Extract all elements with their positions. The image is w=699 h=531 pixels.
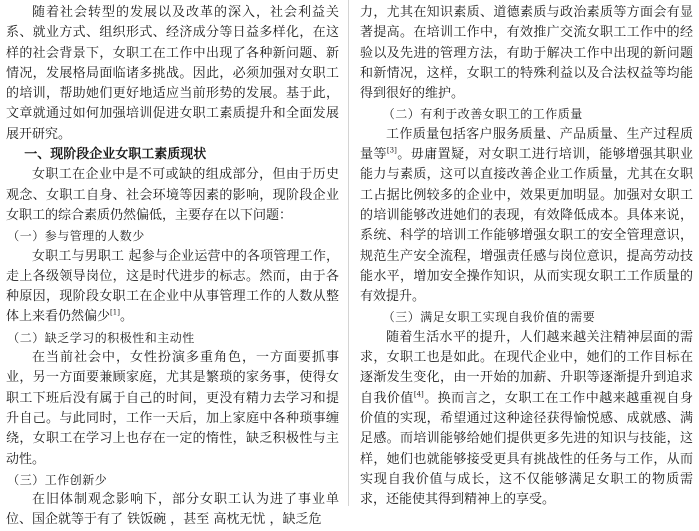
subsection-3-paragraph: 在旧体制观念影响下，部分女职工认为进了事业单位、国企就等于有了 铁饭碗 ，甚至 高枕无忧 ，缺乏危 — [6, 492, 339, 528]
section-1-heading: 一、现阶段企业女职工素质现状 — [24, 147, 207, 163]
subsection-1-paragraph — [6, 247, 339, 328]
right-subsection-3-heading: （三）满足女职工实现自我价值的需要 — [382, 310, 596, 325]
right-subsection-2-paragraph — [360, 125, 693, 308]
citation-ref-4: [4] — [413, 390, 424, 399]
right-subsection-2-text-b: 。毋庸置疑，对女职工进行培训，能够增强其职业能力与素质，这可以直接改善企业工作质量，尤其在女职工占据比例较多的企业中，效果更加明显。加强对女职工的培训能够改进她们的表现，有效降低成本。具体来说，系统、科学的培训工作能够增强女职工的安全管理意识，规范生产安全流程，增强责任感与岗位意识，提高劳动技能水平，增加安全操作知识，从而实现女职工工作质量的有效提升。 — [360, 147, 693, 305]
subsection-1-heading: （一）参与管理的人数少 — [7, 229, 145, 244]
right-subsection-3-text-b: 。换而言之，女职工在工作中越来越重视自身价值的实现，希望通过这种途径获得愉悦感、成就感、满足感。而培训能够给她们提供更多先进的知识与技能，这样，她们也就能够接受更具有挑战性的任务与工作，从而实现自我价值与成长，这不仅能够满足女职工的物质需求，还能使其得到精神上的享受。 — [360, 390, 693, 508]
subsection-1-text: 女职工与男职工 起参与企业运营中的各项管理工作，走上各级领导岗位，这是时代进步的标志。然而，由于各种原因，现阶段女职工在企业中从事管理工作的人数从整体上来看仍然偏少 — [6, 248, 339, 325]
right-subsection-2-text-a: 工作质量包括客户服务质量、产品质量、生产过程质量等 — [360, 126, 693, 163]
subsection-3-heading: （三）工作创新少 — [7, 472, 108, 487]
section-1-intro: 女职工在企业中是不可或缺的组成部分，但由于历史观念、女职工自身、社会环境等因素的影响，现阶段企业女职工的综合素质仍然偏低，主要存在以下问题： — [6, 167, 339, 223]
right-subsection-2-heading: （二）有利于改善女职工的工作质量 — [382, 107, 583, 122]
intro-paragraph: 随着社会转型的发展以及改革的深入，社会利益关系、就业方式、组织形式、经济成分等日益多样化，在这样的社会背景下，女职工在工作中出现了各种新问题、新情况，发展格局面临诸多挑战。因此，必须加强对女职工的培训，帮助她们更好地适应当前形势的发展。基于此，文章就通过如何加强培训促进女职工素质提升和全面发展展开研究。 — [6, 5, 339, 142]
column-divider — [348, 0, 349, 506]
right-column — [360, 3, 693, 506]
right-subsection-3-paragraph — [360, 328, 693, 511]
subsection-1-end: 。 — [119, 309, 133, 325]
continued-paragraph: 力，尤其在知识素质、道德素质与政治素质等方面会有显著提高。在培训工作中，有效推广交流女职工工作中的经验以及先进的管理方法，有助于解决工作中出现的新问题和新情况，这样，女职工的特殊利益以及合法权益等均能得到很好的维护。 — [360, 5, 693, 102]
citation-ref-1: [1] — [110, 309, 120, 318]
right-subsection-3-text-a: 随着生活水平的提升，人们越来越关注精神层面的需求，女职工也是如此。在现代企业中，她们的工作目标在逐渐发生变化，由一开始的加薪、升职等逐渐提升到追求自我价值 — [360, 329, 693, 406]
citation-ref-3: [3] — [386, 146, 397, 155]
subsection-2-paragraph: 在当前社会中，女性扮演多重角色，一方面要抓事业，另一方面要兼顾家庭，尤其是繁琐的家务事，使得女职工下班后没有属于自己的时间，更没有精力去学习和提升自己。与此同时，工作一天后，加上家庭中各种琐事缠绕，女职工在学习上也存在一定的惰性，缺乏积极性与主动性。 — [6, 350, 339, 467]
left-column — [6, 3, 339, 528]
subsection-2-heading: （二）缺乏学习的积极性和主动性 — [7, 330, 195, 345]
